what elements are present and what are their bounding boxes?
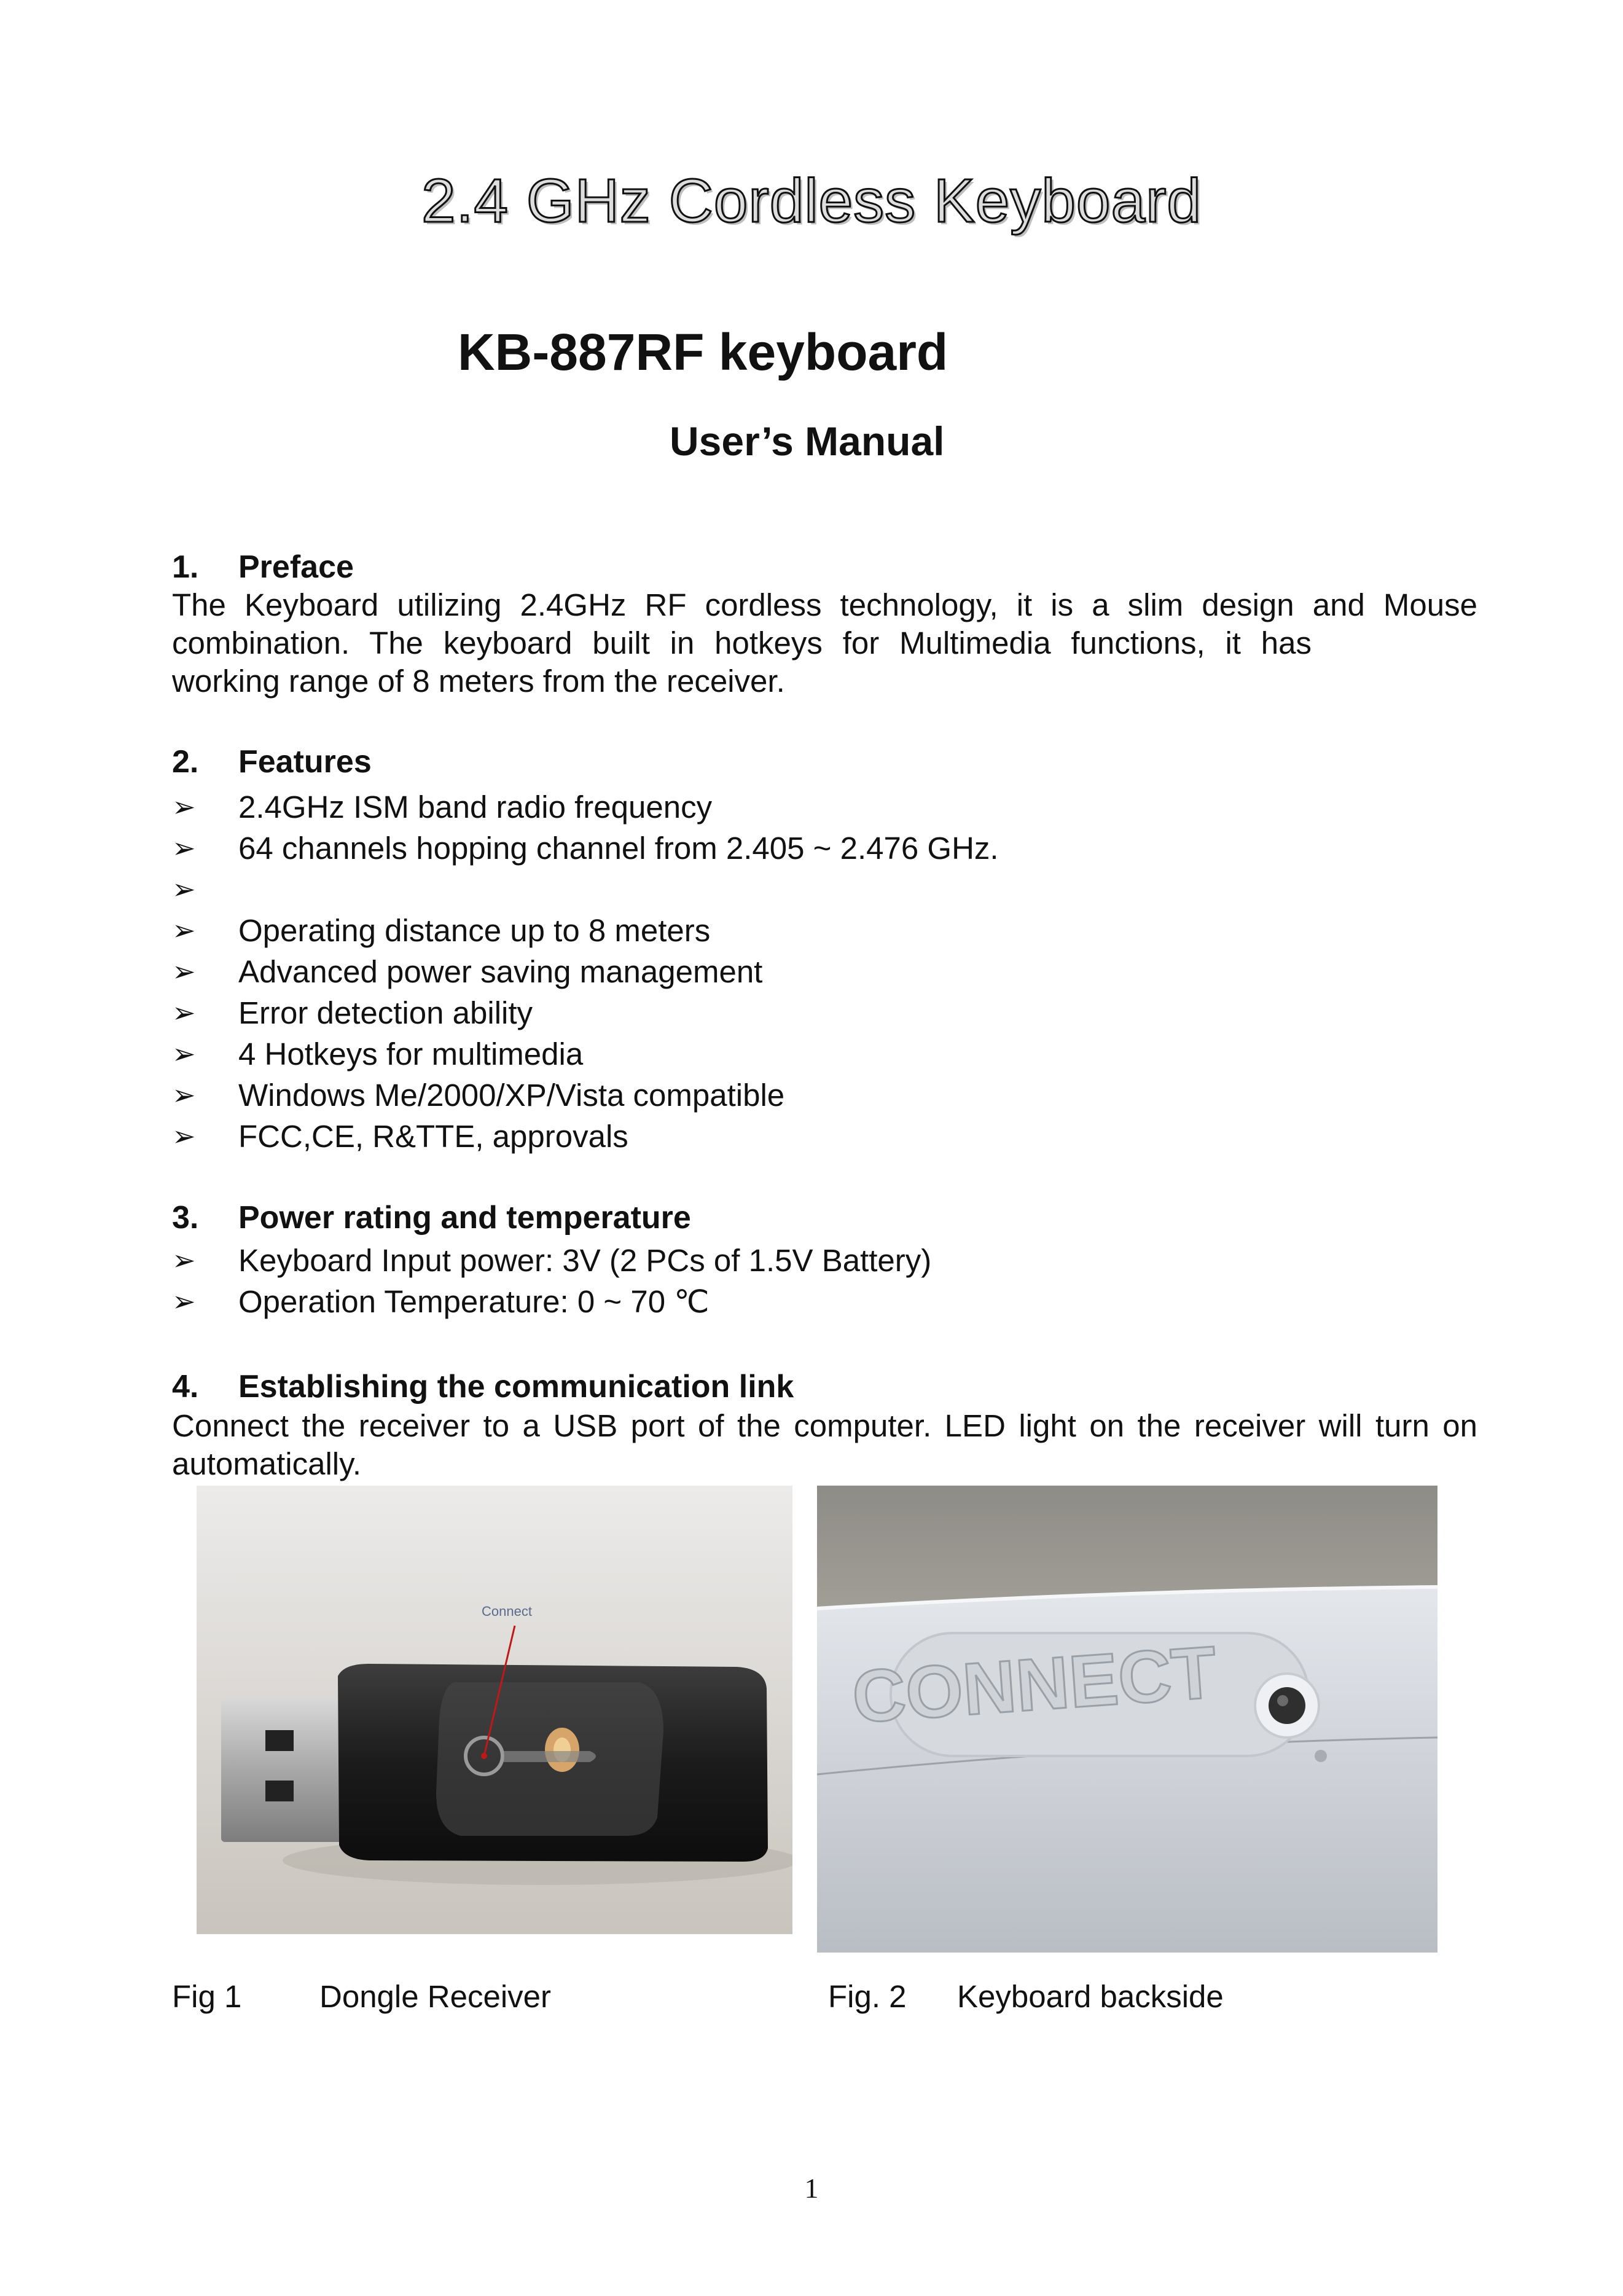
arrow-bullet-icon: ➢ <box>172 1244 196 1276</box>
section-heading-features <box>172 743 725 780</box>
preface-line: The Keyboard utilizing 2.4GHz RF cordless technology, it is a slim design and Mouse <box>172 587 1477 622</box>
model-subtitle: KB-887RF keyboard <box>458 323 948 381</box>
dongle-illustration <box>197 1486 792 1934</box>
connect-label: Connect <box>482 1604 532 1619</box>
section-number: 2. <box>172 744 199 780</box>
list-item <box>172 1240 1278 1281</box>
arrow-bullet-icon: ➢ <box>172 955 196 987</box>
manual-heading: User’s Manual <box>670 418 945 464</box>
document-title: 2.4 GHz Cordless Keyboard <box>421 167 1202 235</box>
preface-line: working range of 8 meters from the receiver. <box>172 664 785 699</box>
list-item <box>172 828 1278 869</box>
arrow-bullet-icon: ➢ <box>172 1285 196 1317</box>
feature-text: FCC,CE, R&TTE, approvals <box>238 1119 628 1154</box>
section-title: Establishing the communication link <box>238 1369 794 1405</box>
arrow-bullet-icon: ➢ <box>172 914 196 946</box>
feature-text: 4 Hotkeys for multimedia <box>238 1036 584 1072</box>
section-number: 4. <box>172 1369 199 1405</box>
feature-text: Operating distance up to 8 meters <box>238 913 711 948</box>
section-title: Power rating and temperature <box>238 1200 691 1236</box>
power-list <box>172 1240 1278 1322</box>
list-item <box>172 869 1278 910</box>
features-list <box>172 786 1278 1157</box>
connect-embossed-label: CONNECT <box>850 1631 1219 1739</box>
arrow-bullet-icon: ➢ <box>172 1079 196 1111</box>
list-item <box>172 1116 1278 1157</box>
feature-text: Windows Me/2000/XP/Vista compatible <box>238 1078 785 1113</box>
list-item <box>172 1033 1278 1075</box>
feature-text: Advanced power saving management <box>238 954 763 989</box>
list-item <box>172 992 1278 1033</box>
preface-paragraph <box>172 586 1477 700</box>
figure-caption: Keyboard backside <box>957 1979 1224 2014</box>
link-line: automatically. <box>172 1446 362 1481</box>
arrow-bullet-icon: ➢ <box>172 873 196 905</box>
list-item <box>172 951 1278 992</box>
section-heading-power <box>172 1199 909 1236</box>
section-heading-preface <box>172 549 725 586</box>
arrow-bullet-icon: ➢ <box>172 791 196 823</box>
figure-caption: Dongle Receiver <box>319 1979 552 2014</box>
keyboard-backside-photo <box>817 1486 1437 1953</box>
power-text: Operation Temperature: 0 ~ 70 ℃ <box>238 1284 710 1319</box>
list-item <box>172 1075 1278 1116</box>
section-title: Preface <box>238 549 354 585</box>
feature-text: 64 channels hopping channel from 2.405 ~ 2.476 GHz. <box>238 831 999 866</box>
power-text: Keyboard Input power: 3V (2 PCs of 1.5V Battery) <box>238 1243 932 1278</box>
list-item <box>172 910 1278 951</box>
arrow-bullet-icon: ➢ <box>172 832 196 864</box>
dongle-receiver-photo <box>197 1486 792 1934</box>
figure-number: Fig 1 <box>172 1979 242 2014</box>
keyboard-backside-illustration <box>817 1486 1437 1953</box>
preface-line: combination. The keyboard built in hotkeys for Multimedia functions, it has <box>172 625 1312 660</box>
section-number: 3. <box>172 1200 199 1236</box>
list-item <box>172 786 1278 828</box>
list-item <box>172 1281 1278 1322</box>
figure-number: Fig. 2 <box>828 1979 907 2014</box>
link-paragraph <box>172 1407 1477 1483</box>
feature-text: 2.4GHz ISM band radio frequency <box>238 789 713 825</box>
feature-text: Error detection ability <box>238 995 533 1030</box>
arrow-bullet-icon: ➢ <box>172 1120 196 1152</box>
link-line: Connect the receiver to a USB port of the computer. LED light on the receiver will turn on <box>172 1408 1477 1443</box>
section-title: Features <box>238 744 372 780</box>
page-number: 1 <box>804 2173 819 2204</box>
arrow-bullet-icon: ➢ <box>172 1038 196 1070</box>
section-heading-link <box>172 1368 1032 1405</box>
arrow-bullet-icon: ➢ <box>172 997 196 1028</box>
section-number: 1. <box>172 549 199 585</box>
